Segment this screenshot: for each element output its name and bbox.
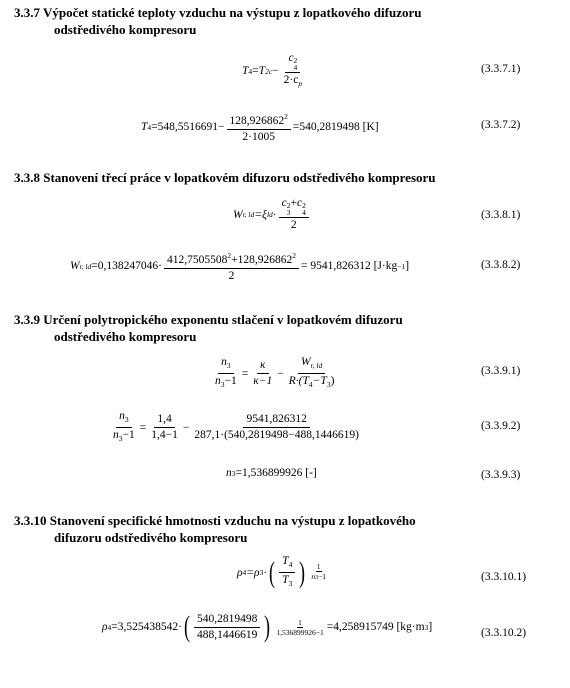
equation-number-3-3-7-2: (3.3.7.2) xyxy=(481,119,521,131)
section-heading-3-3-10: 3.3.10 Stanovení specifické hmotnosti vzduchu na výstupu z lopatkového difuzoru odstředivého kompresoru xyxy=(14,513,416,545)
section-heading-3-3-7: 3.3.7 Výpočet statické teploty vzduchu na výstupu z lopatkového difuzoru odstředivého kompresoru xyxy=(14,5,422,37)
equation-3-3-8-2: W r, ld =0,138247046· $\frac{412,7505508^2+128,926862^2}{2}$ = 9541,826312 [J·kg −1 ] xyxy=(70,251,410,282)
equation-3-3-7-1: T 4 = T 2c − c 2 4 $2\cdot c_p$ xyxy=(242,52,303,88)
equation-number-3-3-10-1: (3.3.10.1) xyxy=(481,571,527,583)
equation-number-3-3-9-3: (3.3.9.3) xyxy=(481,469,521,481)
equation-number-3-3-7-1: (3.3.7.1) xyxy=(481,63,521,75)
equation-number-3-3-9-2: (3.3.9.2) xyxy=(481,420,521,432)
equation-3-3-9-2: $\frac{n_3}{n_3-1}$ = $\frac{1,4}{1,4-1}$ − $\frac{9541,826312}{287,1\cdot(540,2819498-488,1446619)}$ xyxy=(113,410,359,443)
equation-number-3-3-9-1: (3.3.9.1) xyxy=(481,365,521,377)
equation-3-3-9-3: n 3 =1,536899926 [-] xyxy=(226,467,317,479)
equation-3-3-8-1: W r, ld =ξ ld · c 2 3 +c 2 4 2 xyxy=(233,197,311,232)
equation-3-3-10-2: ρ 4 =3,525438542· ( $\frac{540,2819498}{488,1446619}$ ) $\frac{1}{1,536899926-1}$ =4,258915749 [kg·m 3 ] xyxy=(102,610,433,643)
section-heading-3-3-9: 3.3.9 Určení polytropického exponentu stlačení v lopatkovém difuzoru odstředivého kompresoru xyxy=(14,312,403,344)
equation-number-3-3-8-2: (3.3.8.2) xyxy=(481,259,521,271)
equation-number-3-3-8-1: (3.3.8.1) xyxy=(481,209,521,221)
section-heading-3-3-8: 3.3.8 Stanovení třecí práce v lopatkovém difuzoru odstředivého kompresoru xyxy=(14,170,436,185)
equation-number-3-3-10-2: (3.3.10.2) xyxy=(481,627,527,639)
equation-3-3-10-1: ρ 4 =ρ 3 · ( $\frac{T_4}{T_3}$ ) $\frac{1}{n3-1}$ xyxy=(237,555,327,589)
equation-3-3-7-2: T 4 =548,5516691− $\frac{128,926862^2}{2\cdot 1005}$ =540,2819498 [K] xyxy=(141,112,379,143)
equation-3-3-9-1: $\frac{n_3}{n_3-1}$ = $\frac{\kappa}{\kappa-1}$ − $\frac{W_{r, ld}}{R\cdot(T_4-T_3)}$ xyxy=(215,356,335,389)
